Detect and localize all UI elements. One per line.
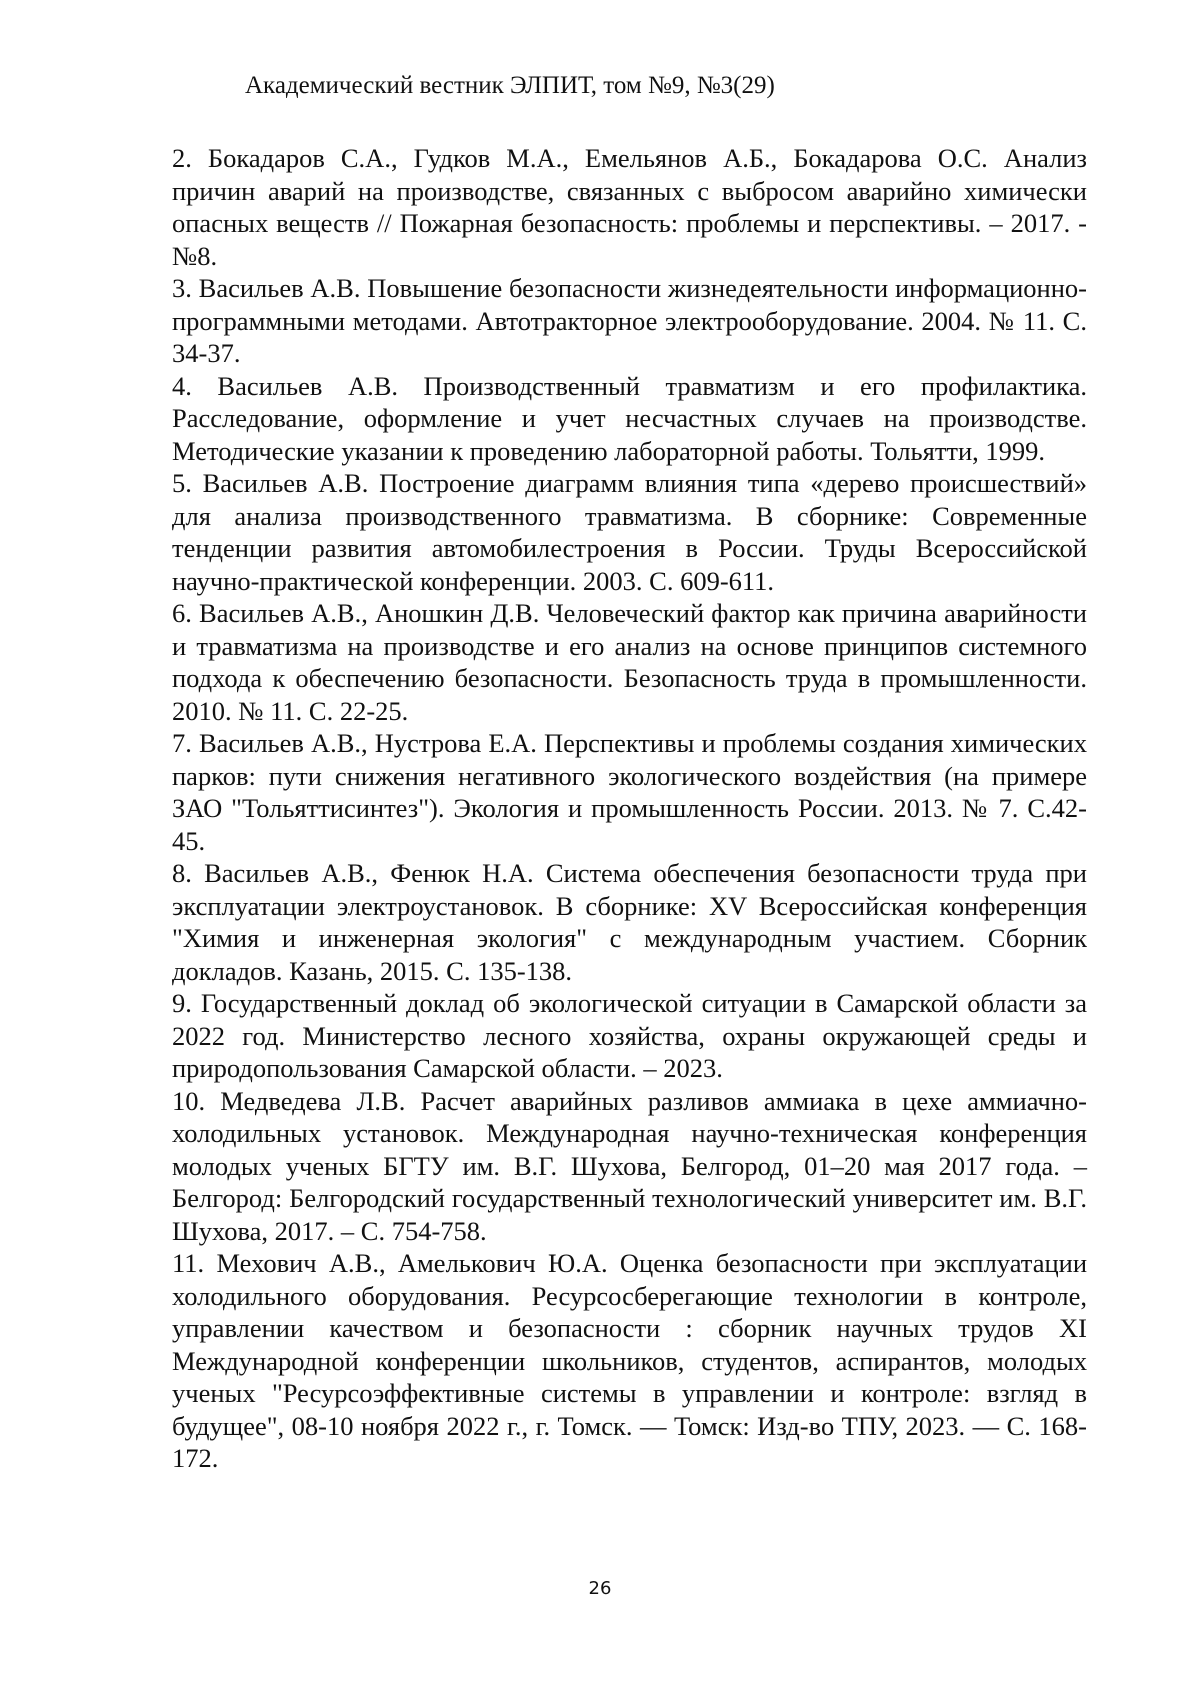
reference-item: 3. Васильев А.В. Повышение безопасности жизнедеятельности информационно-программными методами. Автотракторное электрооборудование. 2004. № 11. С. 34-37. xyxy=(172,273,1087,368)
page-number: 26 xyxy=(588,1578,612,1599)
reference-item: 4. Васильев А.В. Производственный травматизм и его профилактика. Расследование, оформление и учет несчастных случаев на производстве. Методические указании к проведению лабораторной работы. Тольятти, 1999. xyxy=(172,370,1087,466)
running-header: Академический вестник ЭЛПИТ, том №9, №3(29) xyxy=(245,72,775,99)
reference-item: 6. Васильев А.В., Аношкин Д.В. Человеческий фактор как причина аварийности и травматизма на производстве и его анализ на основе принципов системного подхода к обеспечению безопасности. Безопасность труда в промышленности. 2010. № 11. С. 22-25. xyxy=(172,598,1087,726)
reference-item: 11. Мехович А.В., Амелькович Ю.А. Оценка безопасности при эксплуатации холодильного оборудования. Ресурсосберегающие технологии в контроле, управлении качеством и безопасности : сборник научных трудов XI Международной конференции школьников, студентов, аспирантов, молодых ученых "Ресурсоэффективные системы в управлении и контроле: взгляд в будущее", 08-10 ноября 2022 г., г. Томск. — Томск: Изд-во ТПУ, 2023. — С. 168-172. xyxy=(172,1248,1087,1473)
reference-item: 10. Медведева Л.В. Расчет аварийных разливов аммиака в цехе аммиачно-холодильных установок. Международная научно-техническая конференция молодых ученых БГТУ им. В.Г. Шухова, Белгород, 01–20 мая 2017 года. – Белгород: Белгородский государственный технологический университет им. В.Г. Шухова, 2017. – С. 754-758. xyxy=(172,1085,1087,1246)
reference-item: 2. Бокадаров С.А., Гудков М.А., Емельянов А.Б., Бокадарова О.С. Анализ причин аварий на производстве, связанных с выбросом аварийно химически опасных веществ // Пожарная безопасность: проблемы и перспективы. – 2017. - №8. xyxy=(172,143,1087,271)
reference-item: 7. Васильев А.В., Нустрова Е.А. Перспективы и проблемы создания химических парков: пути снижения негативного экологического воздействия (на примере ЗАО "Тольяттисинтез"). Экология и промышленность России. 2013. № 7. С.42-45. xyxy=(172,728,1087,856)
reference-item: 9. Государственный доклад об экологической ситуации в Самарской области за 2022 год. Министерство лесного хозяйства, охраны окружающей среды и природопользования Самарской области. – 2023. xyxy=(172,988,1087,1083)
reference-item: 8. Васильев А.В., Фенюк Н.А. Система обеспечения безопасности труда при эксплуатации электроустановок. В сборнике: XV Всероссийская конференция "Химия и инженерная экология" с международным участием. Сборник докладов. Казань, 2015. С. 135-138. xyxy=(172,858,1087,986)
reference-list xyxy=(172,142,1087,1475)
reference-item: 5. Васильев А.В. Построение диаграмм влияния типа «дерево происшествий» для анализа производственного травматизма. В сборнике: Современные тенденции развития автомобилестроения в России. Труды Всероссийской научно-практической конференции. 2003. С. 609-611. xyxy=(172,468,1087,596)
